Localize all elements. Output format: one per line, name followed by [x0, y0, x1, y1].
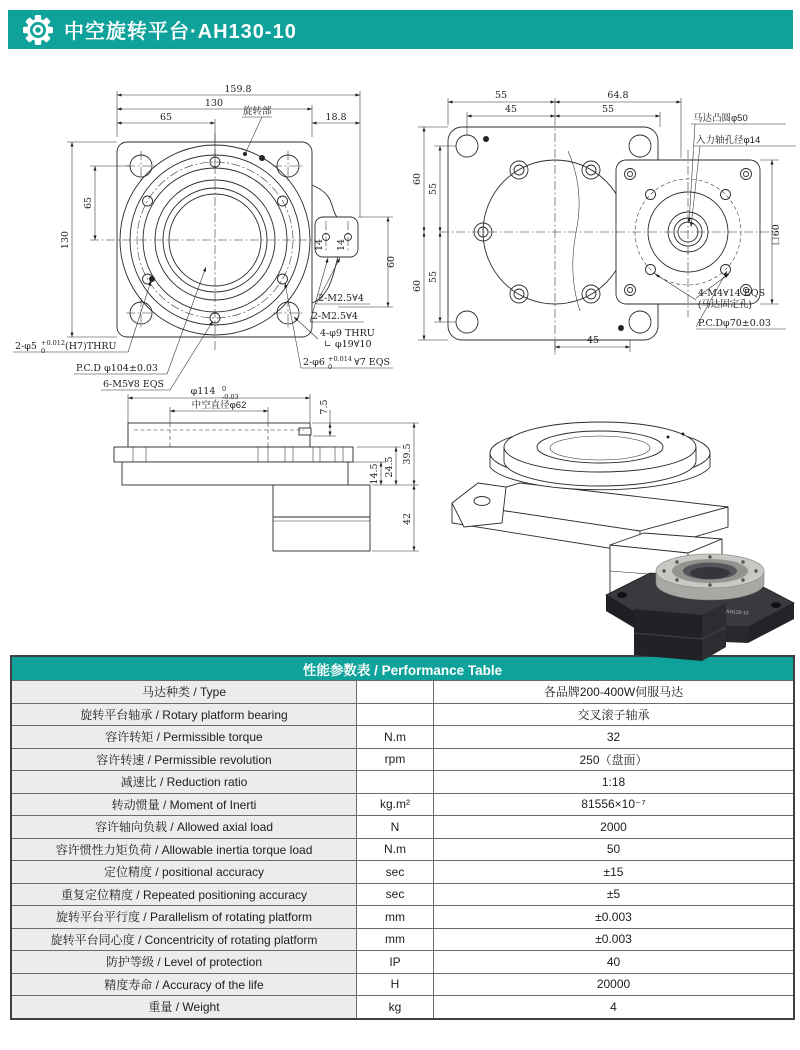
table-row — [12, 838, 793, 861]
dim-14-5: 14.5 — [369, 463, 380, 485]
note-phi5-suffix: (H7)THRU — [65, 341, 117, 352]
table-row — [12, 793, 793, 816]
row-unit: rpm — [357, 749, 434, 771]
row-label: 精度寿命 / Accuracy of the life — [12, 974, 357, 996]
performance-table-title-text: 性能参数表 / Performance Table — [302, 662, 503, 678]
row-value: 40 — [434, 951, 793, 973]
row-unit: N.m — [357, 726, 434, 748]
row-value: 81556×10⁻⁷ — [434, 794, 793, 816]
dim-39-5: 39.5 — [402, 443, 413, 465]
gear-icon — [22, 14, 54, 46]
note-phi5-tol-bot: 0 — [41, 347, 46, 355]
row-unit — [357, 681, 434, 703]
table-row — [12, 928, 793, 951]
dim-ext-width: 18.8 — [325, 112, 347, 123]
table-row — [12, 883, 793, 906]
dim-left-55a: 55 — [428, 182, 439, 196]
note-phi6-prefix: 2-φ6 — [303, 357, 325, 368]
row-value: 32 — [434, 726, 793, 748]
dim-top-64-8: 64.8 — [607, 90, 629, 101]
performance-table-body — [12, 680, 793, 1018]
row-label: 旋转平台平行度 / Parallelism of rotating platform — [12, 906, 357, 928]
page-header — [8, 10, 793, 49]
dim-plate-width: 130 — [204, 98, 224, 109]
row-label: 容许转矩 / Permissible torque — [12, 726, 357, 748]
row-value: 2000 — [434, 816, 793, 838]
row-unit — [357, 771, 434, 793]
table-row — [12, 725, 793, 748]
note-6m5: 6-M5∀8 EQS — [103, 379, 165, 390]
dim-tab-14-a: 14 — [314, 238, 325, 252]
row-value: 250（盘面） — [434, 749, 793, 771]
table-row — [12, 973, 793, 996]
note-motor-boss: 马达凸圆φ50 — [693, 113, 748, 124]
dim-half-width: 65 — [159, 112, 173, 123]
performance-table — [10, 655, 795, 1020]
dim-7-5: 7.5 — [319, 399, 330, 415]
row-unit: IP — [357, 951, 434, 973]
note-phi5-tol-top: +0.012 — [41, 339, 66, 347]
dim-42: 42 — [402, 512, 413, 526]
dim-total-width: 159.8 — [224, 84, 252, 95]
row-label: 旋转平台轴承 / Rotary platform bearing — [12, 704, 357, 726]
row-unit: N.m — [357, 839, 434, 861]
product-photo-render — [606, 554, 794, 661]
row-label: 定位精度 / positional accuracy — [12, 861, 357, 883]
note-phi9-line1: 4-φ9 THRU — [320, 328, 375, 339]
note-phi6-tol-top: +0.014 — [328, 355, 353, 363]
row-unit: kg — [357, 996, 434, 1018]
dim-left-60b: 60 — [412, 279, 423, 293]
row-label: 减速比 / Reduction ratio — [12, 771, 357, 793]
row-label: 转动惯量 / Moment of Inerti — [12, 794, 357, 816]
note-m25-b: 2-M2.5∀4 — [312, 311, 358, 322]
row-value: 4 — [434, 996, 793, 1018]
row-value: 20000 — [434, 974, 793, 996]
table-row — [12, 703, 793, 726]
dim-hollow-bore: 中空直径φ62 — [191, 400, 247, 411]
row-value: 各品牌200-400W伺服马达 — [434, 681, 793, 703]
note-phi6-tol-bot: 0 — [328, 363, 333, 371]
table-row — [12, 860, 793, 883]
row-value: ±0.003 — [434, 929, 793, 951]
row-unit: N — [357, 816, 434, 838]
dim-left-55b: 55 — [428, 270, 439, 284]
dim-top-45: 45 — [504, 104, 518, 115]
back-view-drawing — [412, 90, 796, 355]
product-photo-label: AH130-10 — [725, 609, 749, 617]
row-unit: H — [357, 974, 434, 996]
row-label: 重量 / Weight — [12, 996, 357, 1018]
row-unit: sec — [357, 861, 434, 883]
dim-top-55b: 55 — [601, 104, 615, 115]
dim-square-60: 口60 — [771, 224, 782, 246]
page-title: 中空旋转平台·AH130-10 — [64, 21, 297, 43]
row-value: ±5 — [434, 884, 793, 906]
row-unit: mm — [357, 929, 434, 951]
dim-plate-height: 130 — [60, 230, 71, 250]
row-value: ±0.003 — [434, 906, 793, 928]
note-m4-line2: (马达固定孔) — [698, 299, 752, 310]
dim-left-60a: 60 — [412, 172, 423, 186]
dim-24-5: 24.5 — [384, 456, 395, 478]
dim-phi114-tol-bot: -0.03 — [222, 393, 239, 401]
table-row — [12, 680, 793, 703]
row-unit: mm — [357, 906, 434, 928]
dim-phi114: φ114 — [190, 386, 216, 397]
note-phi6-suffix: ∀7 EQS — [354, 357, 391, 368]
product-photo — [598, 543, 798, 668]
note-pcd104: P.C.D φ104±0.03 — [76, 363, 158, 374]
row-value: ±15 — [434, 861, 793, 883]
dim-phi114-tol-top: 0 — [222, 385, 227, 393]
table-row — [12, 815, 793, 838]
row-unit: kg.m² — [357, 794, 434, 816]
row-value: 交叉滚子轴承 — [434, 704, 793, 726]
row-unit — [357, 704, 434, 726]
table-row — [12, 995, 793, 1018]
dim-right-60: 60 — [386, 255, 397, 269]
dim-top-55: 55 — [494, 90, 508, 101]
dim-bottom-45: 45 — [586, 335, 600, 346]
table-row — [12, 770, 793, 793]
row-label: 容许惯性力矩负荷 / Allowable inertia torque load — [12, 839, 357, 861]
note-pcd70: P.C.Dφ70±0.03 — [698, 318, 771, 329]
table-row — [12, 950, 793, 973]
note-phi9-line2: ∟ φ19∀10 — [324, 339, 372, 350]
row-label: 防护等级 / Level of protection — [12, 951, 357, 973]
note-m4-line1: 4-M4∀14 EQS — [698, 288, 766, 299]
dim-tab-14-b: 14 — [336, 238, 347, 252]
front-view-drawing — [13, 84, 397, 390]
note-input-shaft: 入力轴孔径φ14 — [696, 135, 761, 146]
row-value: 1:18 — [434, 771, 793, 793]
table-row — [12, 905, 793, 928]
row-unit: sec — [357, 884, 434, 906]
dim-half-height: 65 — [83, 196, 94, 210]
row-label: 重复定位精度 / Repeated positioning accuracy — [12, 884, 357, 906]
row-label: 马达种类 / Type — [12, 681, 357, 703]
table-row — [12, 748, 793, 771]
row-label: 旋转平台同心度 / Concentricity of rotating platform — [12, 929, 357, 951]
note-phi5-prefix: 2-φ5 — [15, 341, 37, 352]
side-view-drawing — [114, 385, 419, 551]
row-value: 50 — [434, 839, 793, 861]
row-label: 容许转速 / Permissible revolution — [12, 749, 357, 771]
row-label: 容许轴向负载 / Allowed axial load — [12, 816, 357, 838]
note-m25-a: 2-M2.5∀4 — [318, 293, 364, 304]
rotating-part-label: 旋转部 — [243, 106, 272, 117]
